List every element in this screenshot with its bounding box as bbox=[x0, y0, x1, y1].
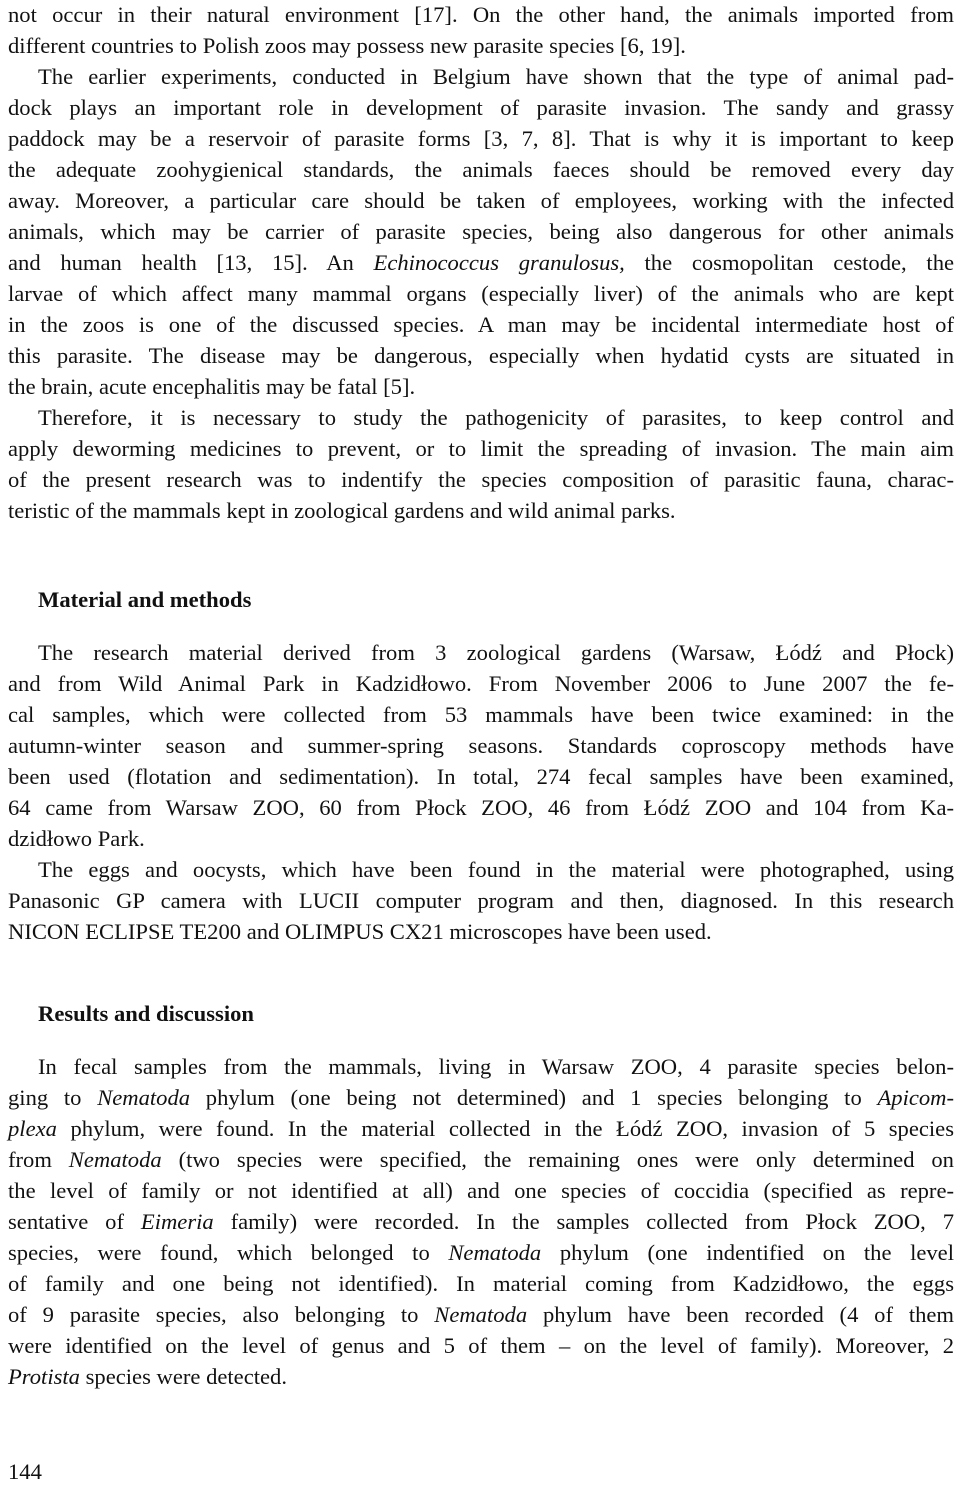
text-run: phylum have been recorded (4 of them bbox=[527, 1302, 954, 1327]
text-line: the brain, acute encephalitis may be fatal [5]. bbox=[8, 374, 416, 399]
taxon-name: Nematoda bbox=[434, 1302, 528, 1327]
text-run: family) were recorded. In the samples collected from Płock ZOO, 7 bbox=[213, 1209, 955, 1234]
taxon-name: Eimeria bbox=[140, 1209, 214, 1234]
text-line: been used (flotation and sedimentation). In total, 274 fecal samples have been examined, bbox=[8, 764, 954, 789]
text-line bbox=[8, 1207, 954, 1237]
text-run: (two species were specified, the remaining ones were only determined on bbox=[161, 1147, 954, 1172]
text-run: from bbox=[8, 1147, 69, 1172]
section-heading-methods: Material and methods bbox=[38, 587, 252, 612]
taxon-name: plexa bbox=[8, 1116, 57, 1141]
text-run: and human health [13, 15]. An bbox=[8, 250, 374, 275]
text-line: of family and one being not identified). In material coming from Kadzidłowo, the eggs bbox=[8, 1271, 954, 1296]
taxon-name: Nematoda bbox=[68, 1147, 162, 1172]
text-line: apply deworming medicines to prevent, or to limit the spreading of invasion. The main aim bbox=[8, 436, 954, 461]
species-name: Echinococcus granulosus, bbox=[373, 250, 625, 275]
text-line bbox=[8, 1362, 954, 1392]
text-line: autumn-winter season and summer-spring seasons. Standards coproscopy methods have bbox=[8, 733, 954, 758]
text-line: teristic of the mammals kept in zoological gardens and wild animal parks. bbox=[8, 498, 676, 523]
text-line: animals, which may be carrier of parasite species, being also dangerous for other animals bbox=[8, 219, 954, 244]
text-line: The earlier experiments, conducted in Belgium have shown that the type of animal pad- bbox=[38, 64, 954, 89]
text-line bbox=[8, 1300, 954, 1330]
text-line bbox=[8, 1083, 954, 1113]
text-line: Panasonic GP camera with LUCII computer program and then, diagnosed. In this research bbox=[8, 888, 954, 913]
text-line: The eggs and oocysts, which have been found in the material were photographed, using bbox=[38, 857, 954, 882]
text-run: species were detected. bbox=[79, 1364, 287, 1389]
taxon-name: Protista bbox=[8, 1364, 80, 1389]
text-line: NICON ECLIPSE TE200 and OLIMPUS CX21 microscopes have been used. bbox=[8, 919, 712, 944]
taxon-name: Nematoda bbox=[97, 1085, 191, 1110]
text-run: ging to bbox=[8, 1085, 98, 1110]
text-run: sentative of bbox=[8, 1209, 141, 1234]
text-run: species, were found, which belonged to bbox=[8, 1240, 449, 1265]
text-line: paddock may be a reservoir of parasite forms [3, 7, 8]. That is why it is important to keep bbox=[8, 126, 954, 151]
text-run: phylum (one indentified on the level bbox=[541, 1240, 954, 1265]
taxon-name: Apicom- bbox=[877, 1085, 955, 1110]
text-run: phylum, were found. In the material collected in the Łódź ZOO, invasion of 5 species bbox=[56, 1116, 954, 1141]
text-line: The research material derived from 3 zoological gardens (Warsaw, Łódź and Płock) bbox=[38, 640, 954, 665]
text-line bbox=[8, 248, 954, 278]
text-line bbox=[8, 1238, 954, 1268]
text-line: larvae of which affect many mammal organs (especially liver) of the animals who are kept bbox=[8, 281, 954, 306]
text-line: Therefore, it is necessary to study the pathogenicity of parasites, to keep control and bbox=[38, 405, 954, 430]
taxon-name: Nematoda bbox=[448, 1240, 542, 1265]
page-number: 144 bbox=[8, 1459, 42, 1484]
text-line: dzidłowo Park. bbox=[8, 826, 145, 851]
text-line: the adequate zoohygienical standards, the animals faeces should be removed every day bbox=[8, 157, 954, 182]
text-line: dock plays an important role in development of parasite invasion. The sandy and grassy bbox=[8, 95, 954, 120]
text-line bbox=[8, 1114, 954, 1144]
text-line: were identified on the level of genus and 5 of them – on the level of family). Moreover, 2 bbox=[8, 1333, 954, 1358]
section-heading-results: Results and discussion bbox=[38, 1001, 254, 1026]
text-line: this parasite. The disease may be dangerous, especially when hydatid cysts are situated in bbox=[8, 343, 954, 368]
text-line: In fecal samples from the mammals, living in Warsaw ZOO, 4 parasite species belon- bbox=[38, 1054, 954, 1079]
text-line: of the present research was to indentify the species composition of parasitic fauna, charac- bbox=[8, 467, 954, 492]
text-line: in the zoos is one of the discussed species. A man may be incidental intermediate host of bbox=[8, 312, 954, 337]
text-run: the cosmopolitan cestode, the bbox=[624, 250, 955, 275]
text-line: not occur in their natural environment [17]. On the other hand, the animals imported from bbox=[8, 2, 954, 27]
text-line: the level of family or not identified at all) and one species of coccidia (specified as repre- bbox=[8, 1178, 954, 1203]
text-line: different countries to Polish zoos may possess new parasite species [6, 19]. bbox=[8, 33, 686, 58]
text-line: 64 came from Warsaw ZOO, 60 from Płock ZOO, 46 from Łódź ZOO and 104 from Ka- bbox=[8, 795, 954, 820]
text-line bbox=[8, 1145, 954, 1175]
text-run: phylum (one being not determined) and 1 species belonging to bbox=[190, 1085, 878, 1110]
text-run: of 9 parasite species, also belonging to bbox=[8, 1302, 435, 1327]
text-line: away. Moreover, a particular care should be taken of employees, working with the infected bbox=[8, 188, 954, 213]
text-line: and from Wild Animal Park in Kadzidłowo. From November 2006 to June 2007 the fe- bbox=[8, 671, 954, 696]
text-line: cal samples, which were collected from 53 mammals have been twice examined: in the bbox=[8, 702, 954, 727]
